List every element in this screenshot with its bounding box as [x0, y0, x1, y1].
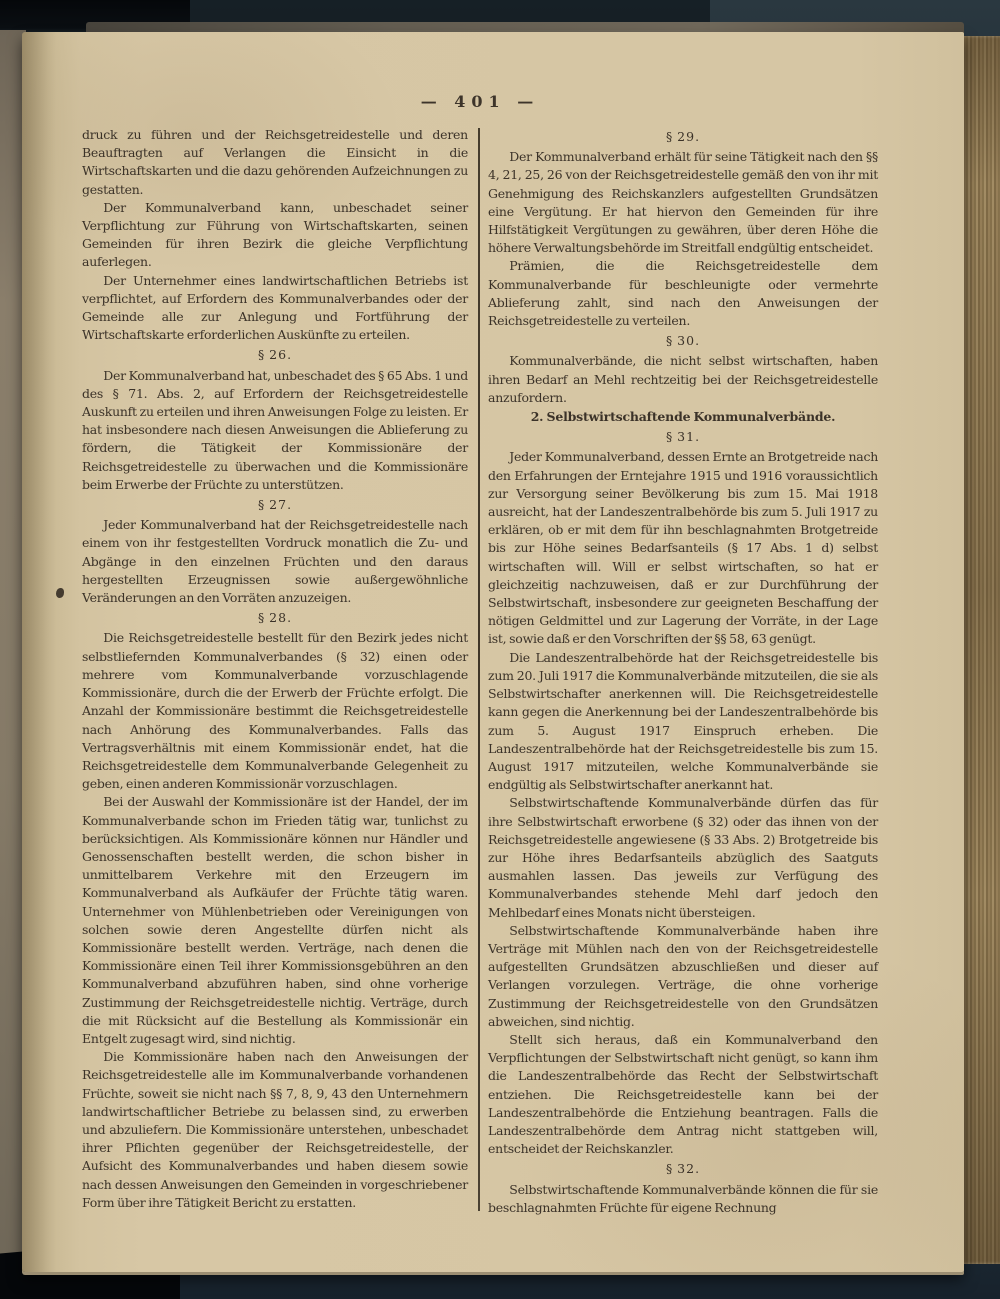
book-fore-edge	[960, 36, 1000, 1264]
subsection-heading: 2. Selbstwirtschaftende Kommunalverbände.	[530, 409, 836, 425]
section-heading: § 28.	[257, 610, 293, 626]
paragraph: Selbstwirtschaftende Kommunalverbände dürfen das für ihre Selbstwirtschaft erworbene (§ 32) oder das ihnen von der Reichsgetreidestelle angewiesene (§ 33 Abs. 2) Brotgetreide bis zur Höhe ihres Bedarfsanteils abzüglich des Saatguts ausmahlen lassen. Das jeweils zur Verfügung des Kommunalverbandes stehende Mehl darf jedoch den Mehlbedarf eines Monats nicht übersteigen.	[488, 795, 878, 920]
page	[22, 32, 964, 1272]
section-heading: § 26.	[257, 347, 293, 363]
page-number: — 401 —	[420, 92, 540, 111]
paragraph: Die Kommissionäre haben nach den Anweisungen der Reichsgetreidestelle alle im Kommunalverbande vorhandenen Früchte, soweit sie nicht nach §§ 7, 8, 9, 43 den Unternehmern landwirtschaftlicher Betriebe zu belassen sind, zu erwerben und abzuliefern. Die Kommissionäre unterstehen, unbeschadet ihrer Pflichten gegenüber der Reichsgetreidestelle, der Aufsicht des Kommunalverbandes und haben diesem sowie nach dessen Anweisungen den Gemeinden in vorgeschriebener Form über ihre Tätigkeit Bericht zu erstatten.	[82, 1049, 468, 1210]
two-column-text	[82, 126, 878, 1217]
paragraph: Der Kommunalverband hat, unbeschadet des § 65 Abs. 1 und des § 71. Abs. 2, auf Erfordern der Reichsgetreidestelle Auskunft zu erteilen und ihren Anweisungen Folge zu leisten. Er hat insbesondere nach diesen Anweisungen die Ablieferung zu fördern, die Tätigkeit der Kommissionäre der Reichsgetreidestelle zu überwachen und die Kommissionäre beim Erwerbe der Früchte zu unterstützen.	[82, 367, 468, 492]
paragraph: Selbstwirtschaftende Kommunalverbände können die für sie beschlagnahmten Früchte für eigene Rechnung	[488, 1181, 878, 1215]
paragraph: Der Kommunalverband kann, unbeschadet seiner Verpflichtung zur Führung von Wirtschaftskarten, seinen Gemeinden für ihren Bezirk die gleiche Verpflichtung auferlegen.	[82, 199, 468, 270]
paragraph: Die Landeszentralbehörde hat der Reichsgetreidestelle bis zum 20. Juli 1917 die Kommunalverbände mitzuteilen, die sie als Selbstwirtschafter anerkennen will. Die Reichsgetreidestelle kann gegen die Anerkennung bei der Landeszentralbehörde bis zum 5. August 1917 Einspruch erheben. Die Landeszentralbehörde hat der Reichsgetreidestelle bis zum 15. August 1917 mitzuteilen, welche Kommunalverbände sie endgültig als Selbstwirtschafter anerkannt hat.	[488, 649, 878, 793]
paragraph: Kommunalverbände, die nicht selbst wirtschaften, haben ihren Bedarf an Mehl rechtzeitig bei der Reichsgetreidestelle anzufordern.	[488, 353, 878, 405]
section-heading: § 30.	[665, 333, 701, 349]
section-heading: § 31.	[665, 429, 701, 445]
paragraph: Selbstwirtschaftende Kommunalverbände haben ihre Verträge mit Mühlen nach den von der Reichsgetreidestelle aufgestellten Grundsätzen abzuschließen und dieser auf Verlangen vorzulegen. Verträge, die ohne vorherige Zustimmung der Reichsgetreidestelle von den Grundsätzen abweichen, sind nichtig.	[488, 922, 878, 1029]
paragraph: Jeder Kommunalverband, dessen Ernte an Brotgetreide nach den Erfahrungen der Erntejahre 1915 und 1916 voraussichtlich zur Versorgung seiner Bevölkerung bis zum 15. Mai 1918 ausreicht, hat der Landeszentralbehörde bis zum 5. Juli 1917 zu erklären, ob er mit dem für ihn beschlagnahmten Brotgetreide bis zur Höhe seines Bedarfsanteils (§ 17 Abs. 1 d) selbst wirtschaften will. Will er selbst wirtschaften, so hat er gleichzeitig nachzuweisen, daß er zur Durchführung der Selbstwirtschaft, insbesondere zur geeigneten Beschaffung der nötigen Geldmittel und zur Lagerung der Vorräte, in der Lage ist, sowie daß er den Vorschriften der §§ 58, 63 genügt.	[488, 449, 878, 647]
paragraph: Die Reichsgetreidestelle bestellt für den Bezirk jedes nicht selbstliefernden Kommunalverbandes (§ 32) einen oder mehrere vom Kommunalverbande vorzuschlagende Kommissionäre, durch die der Erwerb der Früchte erfolgt. Die Anzahl der Kommissionäre bestimmt die Reichsgetreidestelle nach Anhörung des Kommunalverbandes. Falls das Vertragsverhältnis mit einem Kommissionär endet, hat die Reichsgetreidestelle dem Kommunalverbande Gelegenheit zu geben, einen anderen Kommissionär vorzuschlagen.	[82, 630, 468, 792]
paragraph: druck zu führen und der Reichsgetreidestelle und deren Beauftragten auf Verlangen die Einsicht in die Wirtschaftskarten und die dazu gehörenden Aufzeichnungen zu gestatten.	[82, 127, 468, 197]
paragraph: Stellt sich heraus, daß ein Kommunalverband den Verpflichtungen der Selbstwirtschaft nicht genügt, so kann ihm die Landeszentralbehörde das Recht der Selbstwirtschaft entziehen. Die Reichsgetreidestelle kann bei der Landeszentralbehörde die Entziehung beantragen. Falls die Landeszentralbehörde dem Antrag nicht stattgeben will, entscheidet der Reichskanzler.	[488, 1031, 878, 1157]
page-fold-shading	[22, 32, 56, 1272]
paragraph: Bei der Auswahl der Kommissionäre ist der Handel, der im Kommunalverbande schon im Frieden tätig war, tunlichst zu berücksichtigen. Als Kommissionäre können nur Händler und Genossenschaften bestellt werden, die schon bisher in unmittelbarem Verkehre mit den Erzeugern im Kommunalverband als Aufkäufer der Früchte tätig waren. Unternehmer von Mühlenbetrieben oder Vereinigungen von solchen sowie deren Angestellte dürfen nicht als Kommissionäre bestellt werden. Verträge, nach denen die Kommissionäre einen Teil ihrer Kommissionsgebühren an den Kommunalverband abzuführen haben, sind ohne vorherige Zustimmung der Reichsgetreidestelle nichtig. Verträge, durch die mit Rücksicht auf die Bestellung als Kommissionär ein Entgelt zugesagt wird, sind nichtig.	[82, 794, 468, 1046]
paragraph: Jeder Kommunalverband hat der Reichsgetreidestelle nach einem von ihr festgestellten Vordruck monatlich die Zu- und Abgänge in den einzelnen Früchten und den daraus hergestellten Erzeugnissen sowie außergewöhnliche Veränderungen an den Vorräten anzuzeigen.	[82, 517, 468, 606]
section-heading: § 27.	[257, 497, 293, 513]
left-column	[82, 126, 468, 1217]
right-column	[488, 126, 878, 1217]
paragraph: Der Unternehmer eines landwirtschaftlichen Betriebs ist verpflichtet, auf Erfordern des Kommunalverbandes oder der Gemeinde alle zur Anlegung und Fortführung der Wirtschaftskarte erforderlichen Auskünfte zu erteilen.	[82, 272, 468, 343]
paragraph: Der Kommunalverband erhält für seine Tätigkeit nach den §§ 4, 21, 25, 26 von der Reichsgetreidestelle gemäß den von ihr mit Genehmigung des Reichskanzlers aufgestellten Grundsätzen eine Vergütung. Er hat hiervon den Gemeinden für ihre Hilfstätigkeit Vergütungen zu gewähren, über deren Höhe die höhere Verwaltungsbehörde im Streitfall endgültig entscheidet.	[488, 149, 878, 256]
ink-speck	[56, 588, 64, 598]
column-divider	[478, 128, 480, 1211]
paragraph: Prämien, die die Reichsgetreidestelle dem Kommunalverbande für beschleunigte oder vermehrte Ablieferung zahlt, sind nach den Anweisungen der Reichsgetreidestelle zu verteilen.	[488, 258, 878, 329]
section-heading: § 29.	[665, 129, 701, 144]
section-heading: § 32.	[665, 1161, 701, 1177]
page-content	[82, 92, 878, 1217]
